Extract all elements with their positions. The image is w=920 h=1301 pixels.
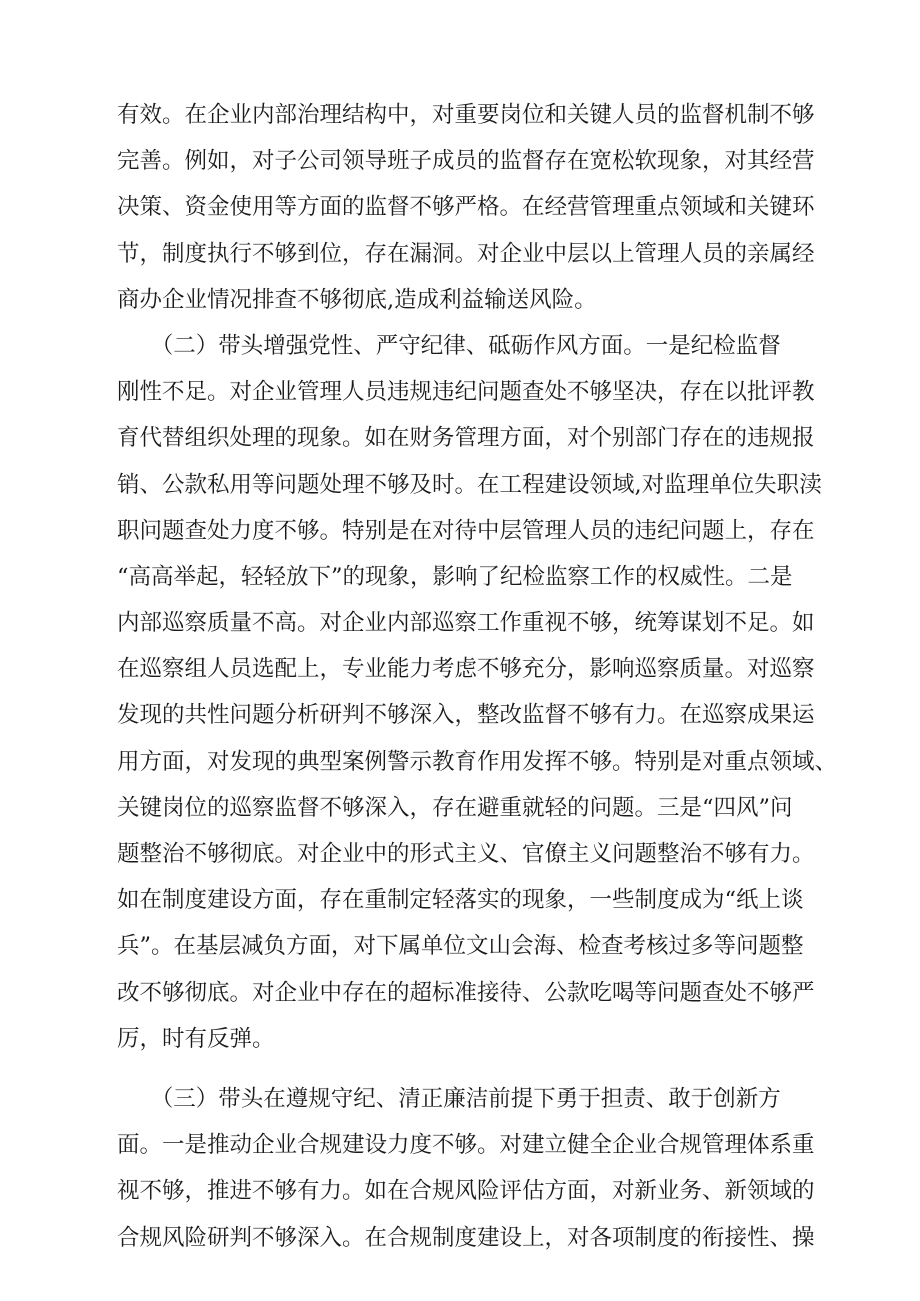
text-line: 合规风险研判不够深入。在合规制度建设上，对各项制度的衔接性、操 [117,1224,815,1251]
paragraph-3 [117,1076,837,1261]
text-line: 改不够彻底。对企业中存在的超标准接待、公款吃喝等问题查处不够严 [117,979,815,1006]
text-line: 决策、资金使用等方面的监督不够严格。在经营管理重点领域和关键环 [117,194,815,221]
text-line: “高高举起，轻轻放下”的现象，影响了纪检监察工作的权威性。二是 [117,563,793,590]
text-line: （二）带头增强党性、严守纪律、砥砺作风方面。一是纪检监督 [117,332,781,359]
text-line: 厉，时有反弹。 [117,1025,275,1052]
text-line: 关键岗位的巡察监督不够深入，存在避重就轻的问题。三是“四风”问 [117,794,793,821]
text-line: 视不够，推进不够有力。如在合规风险评估方面，对新业务、新领域的 [117,1178,815,1205]
text-line: （三）带头在遵规守纪、清正廉洁前提下勇于担责、敢于创新方 [117,1085,781,1112]
text-line: 兵”。在基层减负方面，对下属单位文山会海、检查考核过多等问题整 [117,933,804,960]
text-line: 内部巡察质量不高。对企业内部巡察工作重视不够，统筹谋划不足。如 [117,610,815,637]
paragraph-2 [117,323,837,1062]
text-line: 用方面，对发现的典型案例警示教育作用发挥不够。特别是对重点领域、 [117,748,838,775]
document-body [117,92,837,1261]
text-line: 职问题查处力度不够。特别是在对待中层管理人员的违纪问题上，存在 [117,517,815,544]
text-line: 节，制度执行不够到位，存在漏洞。对企业中层以上管理人员的亲属经 [117,240,815,267]
text-line: 在巡察组人员选配上，专业能力考虑不够充分，影响巡察质量。对巡察 [117,656,815,683]
text-line: 销、公款私用等问题处理不够及时。在工程建设领域,对监理单位失职渎 [117,471,822,498]
text-line: 题整治不够彻底。对企业中的形式主义、官僚主义问题整治不够有力。 [117,841,815,867]
text-line: 刚性不足。对企业管理人员违规违纪问题查处不够坚决，存在以批评教 [117,379,815,406]
text-line: 有效。在企业内部治理结构中，对重要岗位和关键人员的监督机制不够 [117,102,815,128]
text-line: 育代替组织处理的现象。如在财务管理方面，对个别部门存在的违规报 [117,425,815,452]
text-line: 完善。例如，对子公司领导班子成员的监督存在宽松软现象，对其经营 [117,148,815,175]
text-line: 商办企业情况排查不够彻底,造成利益输送风险。 [117,286,597,313]
paragraph-gap [117,1062,837,1076]
text-line: 发现的共性问题分析研判不够深入，整改监督不够有力。在巡察成果运 [117,702,815,729]
text-line: 面。一是推动企业合规建设力度不够。对建立健全企业合规管理体系重 [117,1132,815,1159]
paragraph-1 [117,92,837,323]
text-line: 如在制度建设方面，存在重制定轻落实的现象，一些制度成为“纸上谈 [117,887,804,914]
